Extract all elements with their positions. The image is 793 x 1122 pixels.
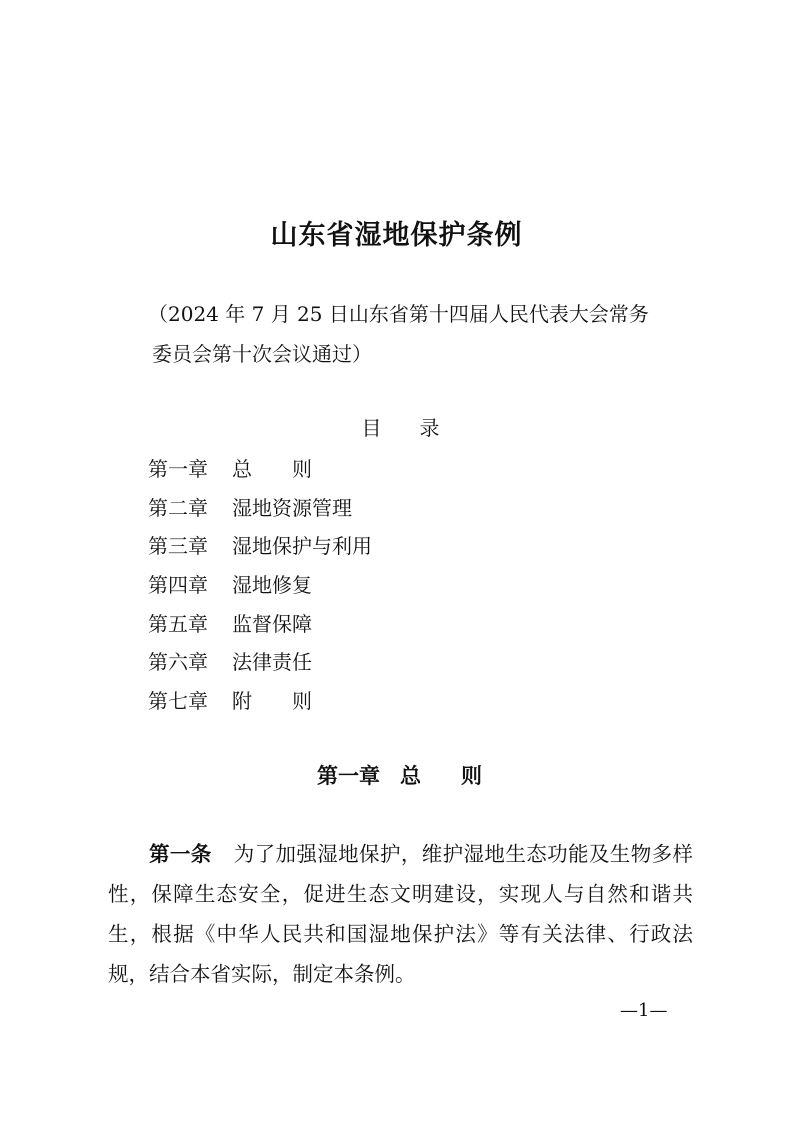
toc-item-chapter-4[interactable] [148, 566, 648, 605]
toc-item-chapter-1[interactable] [148, 450, 648, 489]
document-title: 山东省湿地保护条例 [270, 220, 523, 251]
article-number: 第一条 [149, 842, 212, 866]
toc-chapter-number: 第一章 [148, 457, 208, 481]
toc-chapter-number: 第三章 [148, 534, 208, 559]
toc-chapter-name: 监督保障 [232, 611, 312, 636]
toc-chapter-name: 附则 [232, 689, 352, 714]
article-1 [108, 834, 693, 994]
toc-heading-right: 录 [419, 416, 440, 440]
toc-chapter-name: 湿地修复 [232, 573, 312, 598]
adoption-note-line-1: （2024 年 7 月 25 日山东省第十四届人民代表大会常务 [148, 302, 649, 326]
toc-item-chapter-5[interactable] [148, 605, 648, 644]
toc-chapter-name: 湿地保护与利用 [232, 534, 372, 559]
toc-item-chapter-7[interactable] [148, 682, 648, 721]
page-number: —1— [620, 1000, 668, 1021]
chapter-1-heading [0, 756, 793, 796]
chapter-name: 总则 [400, 764, 522, 788]
toc-item-chapter-3[interactable] [148, 527, 648, 566]
toc-chapter-name: 总则 [232, 457, 352, 481]
toc-chapter-number: 第四章 [148, 573, 208, 598]
toc-heading [0, 410, 793, 446]
table-of-contents [148, 450, 648, 721]
toc-chapter-number: 第二章 [148, 495, 208, 520]
toc-chapter-name: 湿地资源管理 [232, 495, 352, 520]
toc-heading-left: 目 [361, 416, 382, 440]
toc-item-chapter-6[interactable] [148, 643, 648, 682]
toc-item-chapter-2[interactable] [148, 489, 648, 528]
toc-chapter-name: 法律责任 [232, 650, 312, 675]
adoption-note-line-2: 委员会第十次会议通过） [152, 342, 372, 366]
chapter-number: 第一章 [317, 764, 380, 788]
adoption-note [148, 294, 708, 374]
article-text: 为了加强湿地保护，维护湿地生态功能及生物多样性，保障生态安全，促进生态文明建设，实现人与自然和谐共生，根据《中华人民共和国湿地保护法》等有关法律、行政法规，结合本省实际，制定本条例。 [108, 842, 693, 986]
toc-chapter-number: 第五章 [148, 611, 208, 636]
toc-chapter-number: 第七章 [148, 689, 208, 714]
toc-chapter-number: 第六章 [148, 650, 208, 675]
